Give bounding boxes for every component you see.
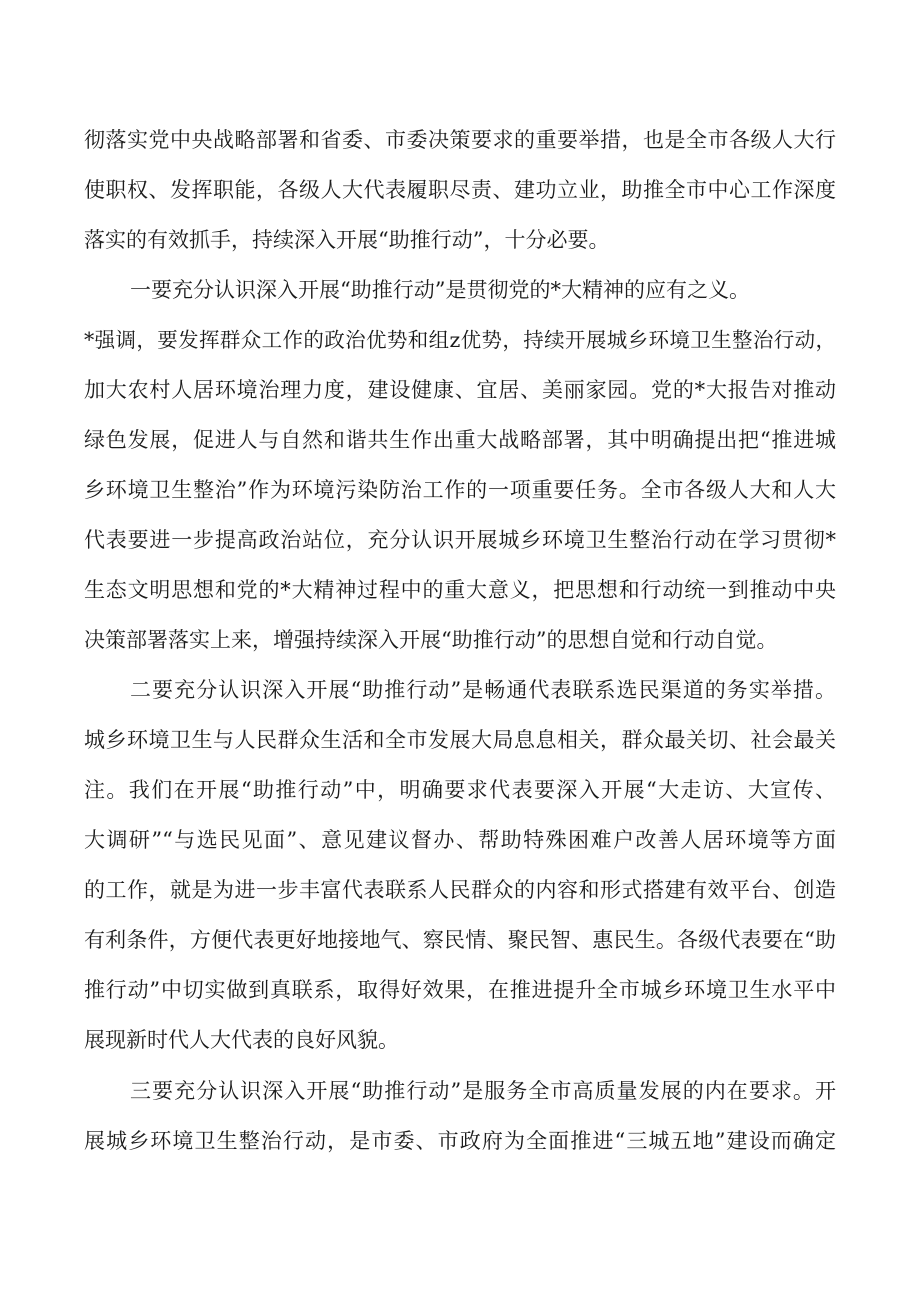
paragraph-heading-3: 三要充分认识深入开展“助推行动”是服务全市高质量发展的内在要求。开: [130, 1079, 836, 1103]
text-line: 使职权、发挥职能，各级人大代表履职尽责、建功立业，助推全市中心工作深度: [84, 178, 836, 202]
paragraph-heading-1: 一要充分认识深入开展“助推行动”是贯彻党的*大精神的应有之义。: [130, 278, 750, 302]
text-line: 落实的有效抓手，持续深入开展“助推行动”，十分必要。: [84, 228, 610, 252]
text-line: 加大农村人居环境治理力度，建设健康、宜居、美丽家园。党的*大报告对推动: [84, 378, 836, 402]
text-line: 彻落实党中央战略部署和省委、市委决策要求的重要举措，也是全市各级人大行: [84, 128, 836, 152]
text-line: 注。我们在开展“助推行动”中，明确要求代表要深入开展“大走访、大宣传、: [84, 778, 836, 802]
text-line: 代表要进一步提高政治站位，充分认识开展城乡环境卫生整治行动在学习贯彻*: [84, 528, 836, 552]
text-line: 展城乡环境卫生整治行动，是市委、市政府为全面推进“三城五地”建设而确定: [84, 1129, 836, 1153]
text-line: 城乡环境卫生与人民群众生活和全市发展大局息息相关，群众最关切、社会最关: [84, 728, 836, 752]
text-line: 的工作，就是为进一步丰富代表联系人民群众的内容和形式搭建有效平台、创造: [84, 878, 836, 902]
text-line: 有利条件，方便代表更好地接地气、察民情、聚民智、惠民生。各级代表要在“助: [84, 928, 836, 952]
paragraph-heading-2: 二要充分认识深入开展“助推行动”是畅通代表联系选民渠道的务实举措。: [130, 678, 836, 702]
text-line: 展现新时代人大代表的良好风貌。: [84, 1028, 399, 1052]
text-line: 生态文明思想和党的*大精神过程中的重大意义，把思想和行动统一到推动中央: [84, 578, 836, 602]
text-line: 决策部署落实上来，增强持续深入开展“助推行动”的思想自觉和行动自觉。: [84, 628, 778, 652]
text-line: 乡环境卫生整治”作为环境污染防治工作的一项重要任务。全市各级人大和人大: [84, 478, 836, 502]
text-line: 推行动”中切实做到真联系，取得好效果，在推进提升全市城乡环境卫生水平中: [84, 978, 836, 1002]
text-line: *强调，要发挥群众工作的政治优势和组z优势，持续开展城乡环境卫生整治行动，: [84, 328, 836, 352]
text-line: 绿色发展，促进人与自然和谐共生作出重大战略部署，其中明确提出把“推进城: [84, 428, 836, 452]
text-line: 大调研”“与选民见面”、意见建议督办、帮助特殊困难户改善人居环境等方面: [84, 828, 836, 852]
